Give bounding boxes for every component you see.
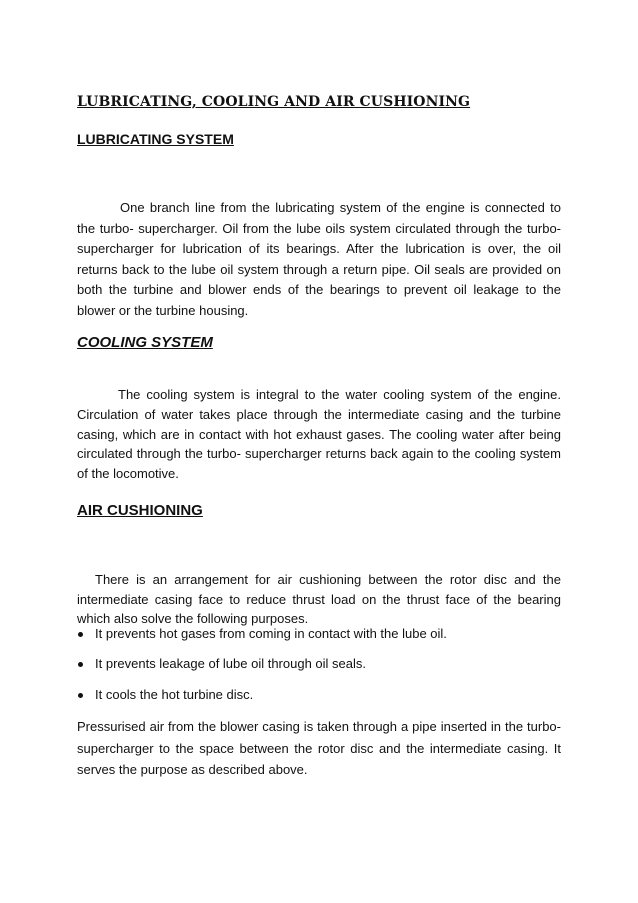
air-cushioning-paragraph: There is an arrangement for air cushioning between the rotor disc and the intermediate casing face to reduce thrust load on the thrust face of the bearing which also solve the following purposes. [77, 572, 561, 626]
lubricating-system-paragraph: One branch line from the lubricating system of the engine is connected to the turbo- supercharger. Oil from the lube oils system circulated through the turbo- supercharger for lubrication of its bearings. After the lubrication is over, the oil returns back to the lube oil system through a return pipe. Oil seals are provided on both the turbine and blower ends of the bearings to prevent oil leakage to the blower or the turbine housing. [77, 200, 561, 318]
bullet-icon [78, 693, 83, 698]
lubricating-system-heading: LUBRICATING SYSTEM [77, 131, 234, 147]
bullet-icon [78, 632, 83, 637]
list-item-text: It prevents leakage of lube oil through oil seals. [95, 656, 367, 671]
document-title: LUBRICATING, COOLING AND AIR CUSHIONING [77, 94, 471, 110]
bullet-icon [78, 662, 83, 667]
list-item-text: It cools the hot turbine disc. [95, 687, 254, 702]
air-cushioning-closing-paragraph: Pressurised air from the blower casing is taken through a pipe inserted in the turbo- supercharger to the space between the rotor disc and the intermediate casing. It serves the purpose as described above. [77, 719, 561, 777]
air-cushioning-heading: AIR CUSHIONING [77, 502, 203, 519]
cooling-system-heading: COOLING SYSTEM [77, 334, 213, 351]
cooling-system-paragraph: The cooling system is integral to the water cooling system of the engine. Circulation of water takes place through the intermediate casing and the turbine casing, which are in contact with hot exhaust gases. The cooling water after being circulated through the turbo- supercharger returns back again to the cooling system of the locomotive. [77, 387, 561, 482]
list-item-text: It prevents hot gases from coming in contact with the lube oil. [95, 626, 447, 641]
